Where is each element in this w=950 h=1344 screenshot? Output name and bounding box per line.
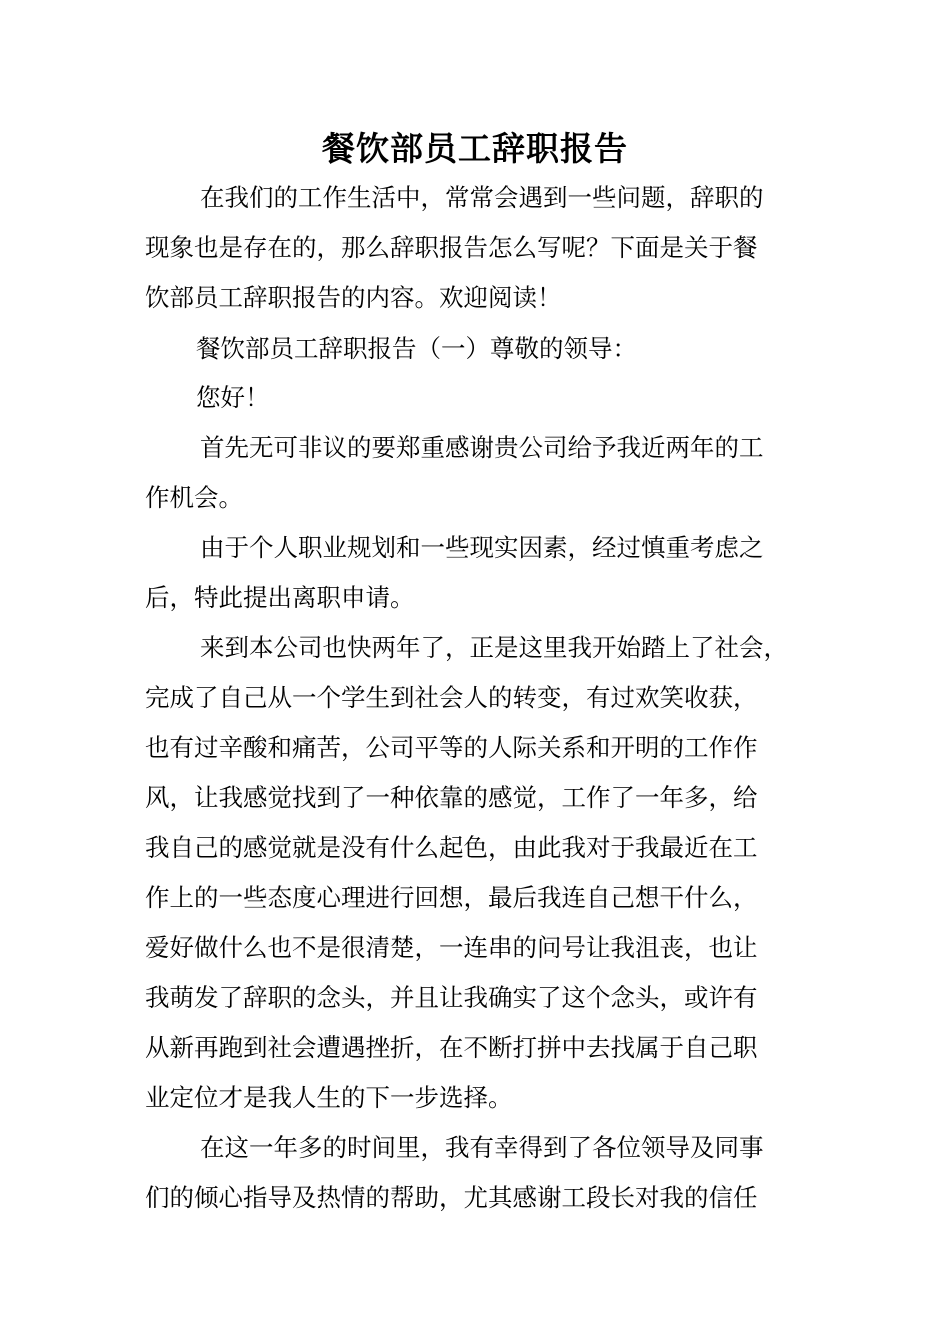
- text-line: 作机会。: [145, 483, 243, 512]
- text-line: 您好！: [196, 383, 270, 412]
- text-line: 也有过辛酸和痛苦，公司平等的人际关系和开明的工作作: [145, 733, 758, 762]
- text-line: 从新再跑到社会遭遇挫折，在不断打拼中去找属于自己职: [145, 1033, 758, 1062]
- text-line: 完成了自己从一个学生到社会人的转变，有过欢笑收获，: [145, 683, 758, 712]
- text-line: 餐饮部员工辞职报告（一）尊敬的领导：: [196, 334, 637, 363]
- text-line: 业定位才是我人生的下一步选择。: [145, 1083, 513, 1112]
- text-line: 在这一年多的时间里，我有幸得到了各位领导及同事: [200, 1133, 764, 1162]
- text-line: 由于个人职业规划和一些现实因素，经过慎重考虑之: [200, 533, 764, 562]
- text-line: 首先无可非议的要郑重感谢贵公司给予我近两年的工: [200, 433, 764, 462]
- text-line: 风，让我感觉找到了一种依靠的感觉，工作了一年多，给: [145, 783, 758, 812]
- text-line: 饮部员工辞职报告的内容。欢迎阅读！: [145, 283, 562, 312]
- text-line: 在我们的工作生活中，常常会遇到一些问题，辞职的: [200, 183, 764, 212]
- text-line: 来到本公司也快两年了，正是这里我开始踏上了社会，: [200, 633, 788, 662]
- text-line: 后，特此提出离职申请。: [145, 583, 415, 612]
- text-line: 们的倾心指导及热情的帮助，尤其感谢工段长对我的信任: [145, 1183, 758, 1212]
- text-line: 现象也是存在的，那么辞职报告怎么写呢？下面是关于餐: [145, 233, 758, 262]
- text-line: 爱好做什么也不是很清楚，一连串的问号让我沮丧，也让: [145, 933, 758, 962]
- text-line: 我萌发了辞职的念头，并且让我确实了这个念头，或许有: [145, 983, 758, 1012]
- document-title: 餐饮部员工辞职报告: [322, 129, 628, 168]
- text-line: 作上的一些态度心理进行回想，最后我连自己想干什么，: [145, 883, 758, 912]
- text-line: 我自己的感觉就是没有什么起色，由此我对于我最近在工: [145, 833, 758, 862]
